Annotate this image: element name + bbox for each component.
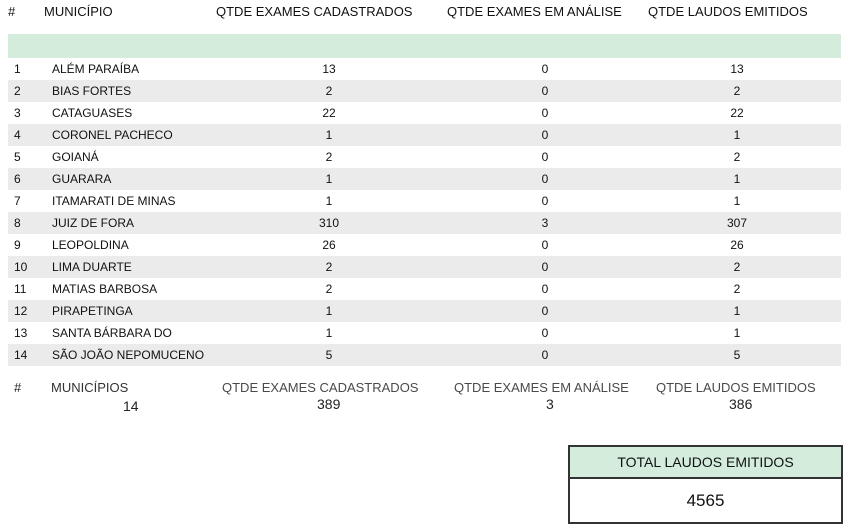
row-laudos: 2 [733,84,741,98]
table-row [8,80,841,102]
row-municipio: LEOPOLDINA [52,238,129,252]
row-laudos: 1 [733,304,741,318]
row-laudos: 2 [733,282,741,296]
row-municipio: CATAGUASES [52,106,133,120]
row-municipio: ALÉM PARAÍBA [52,62,140,76]
row-index: 1 [14,62,21,76]
row-analise: 0 [541,260,549,274]
row-analise: 0 [541,282,549,296]
header-band [8,34,841,58]
row-laudos: 1 [733,326,741,340]
row-laudos: 13 [730,62,744,76]
row-cadastrados: 26 [322,238,336,252]
table-row [8,300,841,322]
summary-analise-label: QTDE EXAMES EM ANÁLISE [454,380,629,395]
row-analise: 0 [541,348,549,362]
total-laudos-label: TOTAL LAUDOS EMITIDOS [570,447,841,479]
row-cadastrados: 2 [325,282,333,296]
row-municipio: BIAS FORTES [52,84,132,98]
table-row [8,102,841,124]
row-laudos: 1 [733,128,741,142]
summary-laudos-label: QTDE LAUDOS EMITIDOS [656,380,816,395]
row-municipio: SÃO JOÃO NEPOMUCENO [52,348,205,362]
summary-cadastrados-value: 389 [317,396,341,412]
table-row [8,212,841,234]
row-index: 11 [14,282,27,296]
row-cadastrados: 1 [325,194,333,208]
row-laudos: 22 [730,106,744,120]
row-analise: 0 [541,304,549,318]
row-index: 7 [14,194,21,208]
row-cadastrados: 2 [325,84,333,98]
row-index: 3 [14,106,21,120]
row-analise: 0 [541,150,549,164]
column-header-analise: QTDE EXAMES EM ANÁLISE [447,4,622,19]
row-cadastrados: 1 [325,326,333,340]
row-laudos: 1 [733,172,741,186]
row-cadastrados: 5 [325,348,333,362]
row-index: 6 [14,172,21,186]
row-analise: 0 [541,62,549,76]
row-municipio: ITAMARATI DE MINAS [52,194,176,208]
row-analise: 0 [541,128,549,142]
row-index: 2 [14,84,21,98]
summary-laudos-value: 386 [729,396,753,412]
summary-analise-value: 3 [546,396,554,412]
row-index: 9 [14,238,21,252]
row-cadastrados: 2 [325,260,333,274]
row-analise: 3 [541,216,549,230]
row-municipio: CORONEL PACHECO [52,128,173,142]
row-index: 5 [14,150,21,164]
row-municipio: LIMA DUARTE [52,260,132,274]
table-row [8,234,841,256]
row-municipio: GOIANÁ [52,150,99,164]
summary-cadastrados-label: QTDE EXAMES CADASTRADOS [222,380,419,395]
row-laudos: 26 [730,238,744,252]
table-row [8,168,841,190]
table-row [8,58,841,80]
row-analise: 0 [541,326,549,340]
summary-index-label: # [14,380,22,395]
row-municipio: JUIZ DE FORA [52,216,135,230]
total-laudos-card [568,445,843,524]
column-header-laudos: QTDE LAUDOS EMITIDOS [648,4,808,19]
row-cadastrados: 13 [322,62,336,76]
table-row [8,124,841,146]
table-row [8,278,841,300]
row-laudos: 307 [726,216,748,230]
row-index: 14 [14,348,28,362]
summary-municipios-label: MUNICÍPIOS [51,380,129,395]
column-header-cadastrados: QTDE EXAMES CADASTRADOS [216,4,413,19]
row-laudos: 2 [733,150,741,164]
row-laudos: 5 [733,348,741,362]
table-row [8,256,841,278]
row-cadastrados: 310 [318,216,340,230]
row-index: 10 [14,260,28,274]
row-analise: 0 [541,238,549,252]
row-index: 8 [14,216,21,230]
row-index: 13 [14,326,28,340]
row-analise: 0 [541,172,549,186]
summary-municipios-value: 14 [123,398,139,414]
column-header-index: # [8,4,16,19]
table-row [8,146,841,168]
table-row [8,344,841,366]
row-municipio: SANTA BÁRBARA DO [52,326,172,340]
row-municipio: PIRAPETINGA [52,304,133,318]
row-cadastrados: 1 [325,172,333,186]
row-analise: 0 [541,84,549,98]
row-cadastrados: 1 [325,304,333,318]
column-header-municipio: MUNICÍPIO [44,4,113,19]
row-laudos: 1 [733,194,741,208]
row-analise: 0 [541,194,549,208]
row-cadastrados: 22 [322,106,336,120]
row-cadastrados: 2 [325,150,333,164]
row-municipio: GUARARA [52,172,112,186]
row-cadastrados: 1 [325,128,333,142]
row-index: 4 [14,128,21,142]
row-index: 12 [14,304,28,318]
row-analise: 0 [541,106,549,120]
table-row [8,322,841,344]
total-laudos-value: 4565 [686,491,725,510]
row-laudos: 2 [733,260,741,274]
table-row [8,190,841,212]
row-municipio: MATIAS BARBOSA [52,282,158,296]
